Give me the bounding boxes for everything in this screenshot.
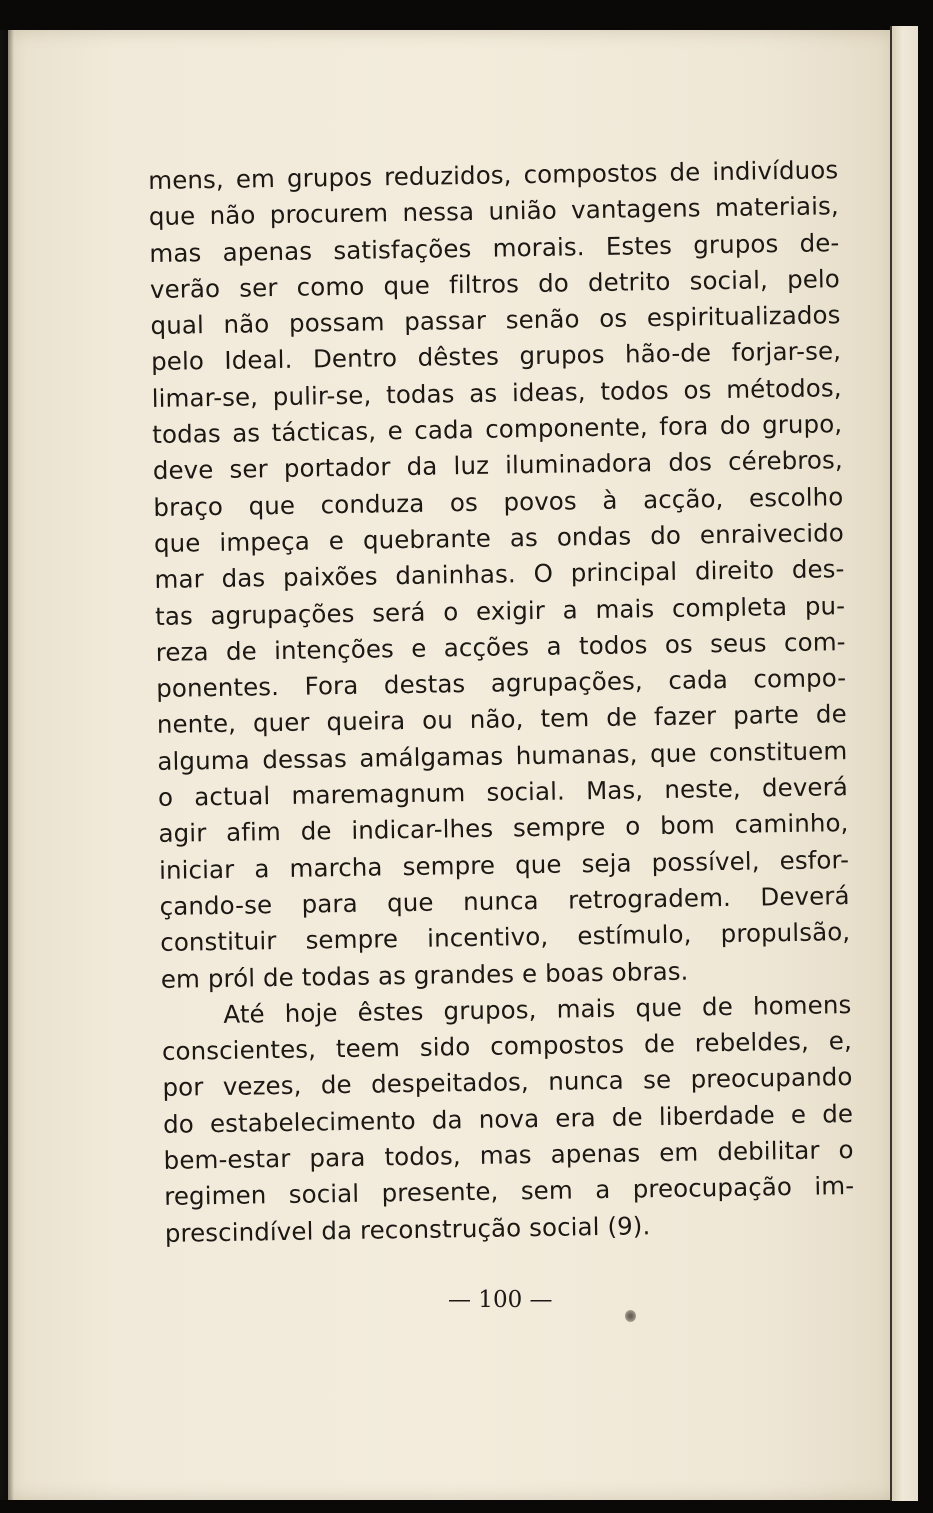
text-line: regimen social presente, sem a preocupação im- xyxy=(164,1171,855,1212)
text-line: pelo Ideal. Dentro dêstes grupos hão-de forjar-se, xyxy=(150,336,842,377)
text-line: braço que conduza os povos à acção, escolho xyxy=(153,481,844,522)
text-line: do estabelecimento da nova era de liberdade e de xyxy=(162,1098,854,1139)
page-number: — 100 — xyxy=(448,1287,553,1313)
text-line: mar das paixões daninhas. O principal direito des- xyxy=(154,554,845,595)
text-line: tas agrupações será o exigir a mais completa pu- xyxy=(154,590,846,631)
text-line: todas as tácticas, e cada componente, fora do grupo, xyxy=(152,409,843,450)
text-line: o actual maremagnum social. Mas, neste, deverá xyxy=(157,772,849,812)
paper-stain xyxy=(625,1310,636,1322)
text-line: que não procurem nessa união vantagens materiais, xyxy=(148,191,839,232)
text-line: agir afim de indicar-lhes sempre o bom caminho, xyxy=(158,808,849,849)
text-line: bem-estar para todos, mas apenas em debilitar o xyxy=(163,1135,854,1175)
text-line: reza de intenções e acções a todos os seus com- xyxy=(155,626,846,667)
text-line: Até hoje êstes grupos, mais que de homens xyxy=(223,989,852,1029)
text-line: limar-se, pulir-se, todas as ideas, todos os métodos, xyxy=(151,372,842,413)
text-line: qual não possam passar senão os espiritualizados xyxy=(150,300,841,341)
body-text xyxy=(148,152,855,1252)
text-line: verão ser como que filtros do detrito social, pelo xyxy=(149,264,841,304)
text-line: çando-se para que nunca retrogradem. Deverá xyxy=(159,881,850,921)
text-line: nente, quer queira ou não, tem de fazer parte de xyxy=(156,699,847,740)
text-line: conscientes, teem sido compostos de rebeldes, e, xyxy=(161,1026,853,1067)
text-line: em pról de todas as grandes e boas obras. xyxy=(160,956,689,994)
text-line: mas apenas satisfações morais. Estes grupos de- xyxy=(149,227,840,268)
text-line: deve ser portador da luz iluminadora dos cérebros, xyxy=(152,445,843,486)
text-line: iniciar a marcha sempre que seja possível, esfor- xyxy=(158,844,850,885)
paragraph-2 xyxy=(161,987,855,1252)
paragraph-1 xyxy=(148,152,851,998)
next-page-edge xyxy=(890,26,918,1501)
text-line: constituir sempre incentivo, estímulo, propulsão, xyxy=(160,917,851,958)
text-line: prescindível da reconstrução social (9). xyxy=(164,1210,651,1248)
text-line: por vezes, de despeitados, nunca se preocupando xyxy=(162,1062,853,1103)
text-line: que impeça e quebrante as ondas do enraivecido xyxy=(153,518,845,558)
text-line: ponentes. Fora destas agrupações, cada compo- xyxy=(156,663,847,704)
text-line: mens, em grupos reduzidos, compostos de indivíduos xyxy=(148,155,839,195)
binding-shadow xyxy=(0,30,14,1500)
text-line: alguma dessas amálgamas humanas, que constituem xyxy=(157,735,848,776)
